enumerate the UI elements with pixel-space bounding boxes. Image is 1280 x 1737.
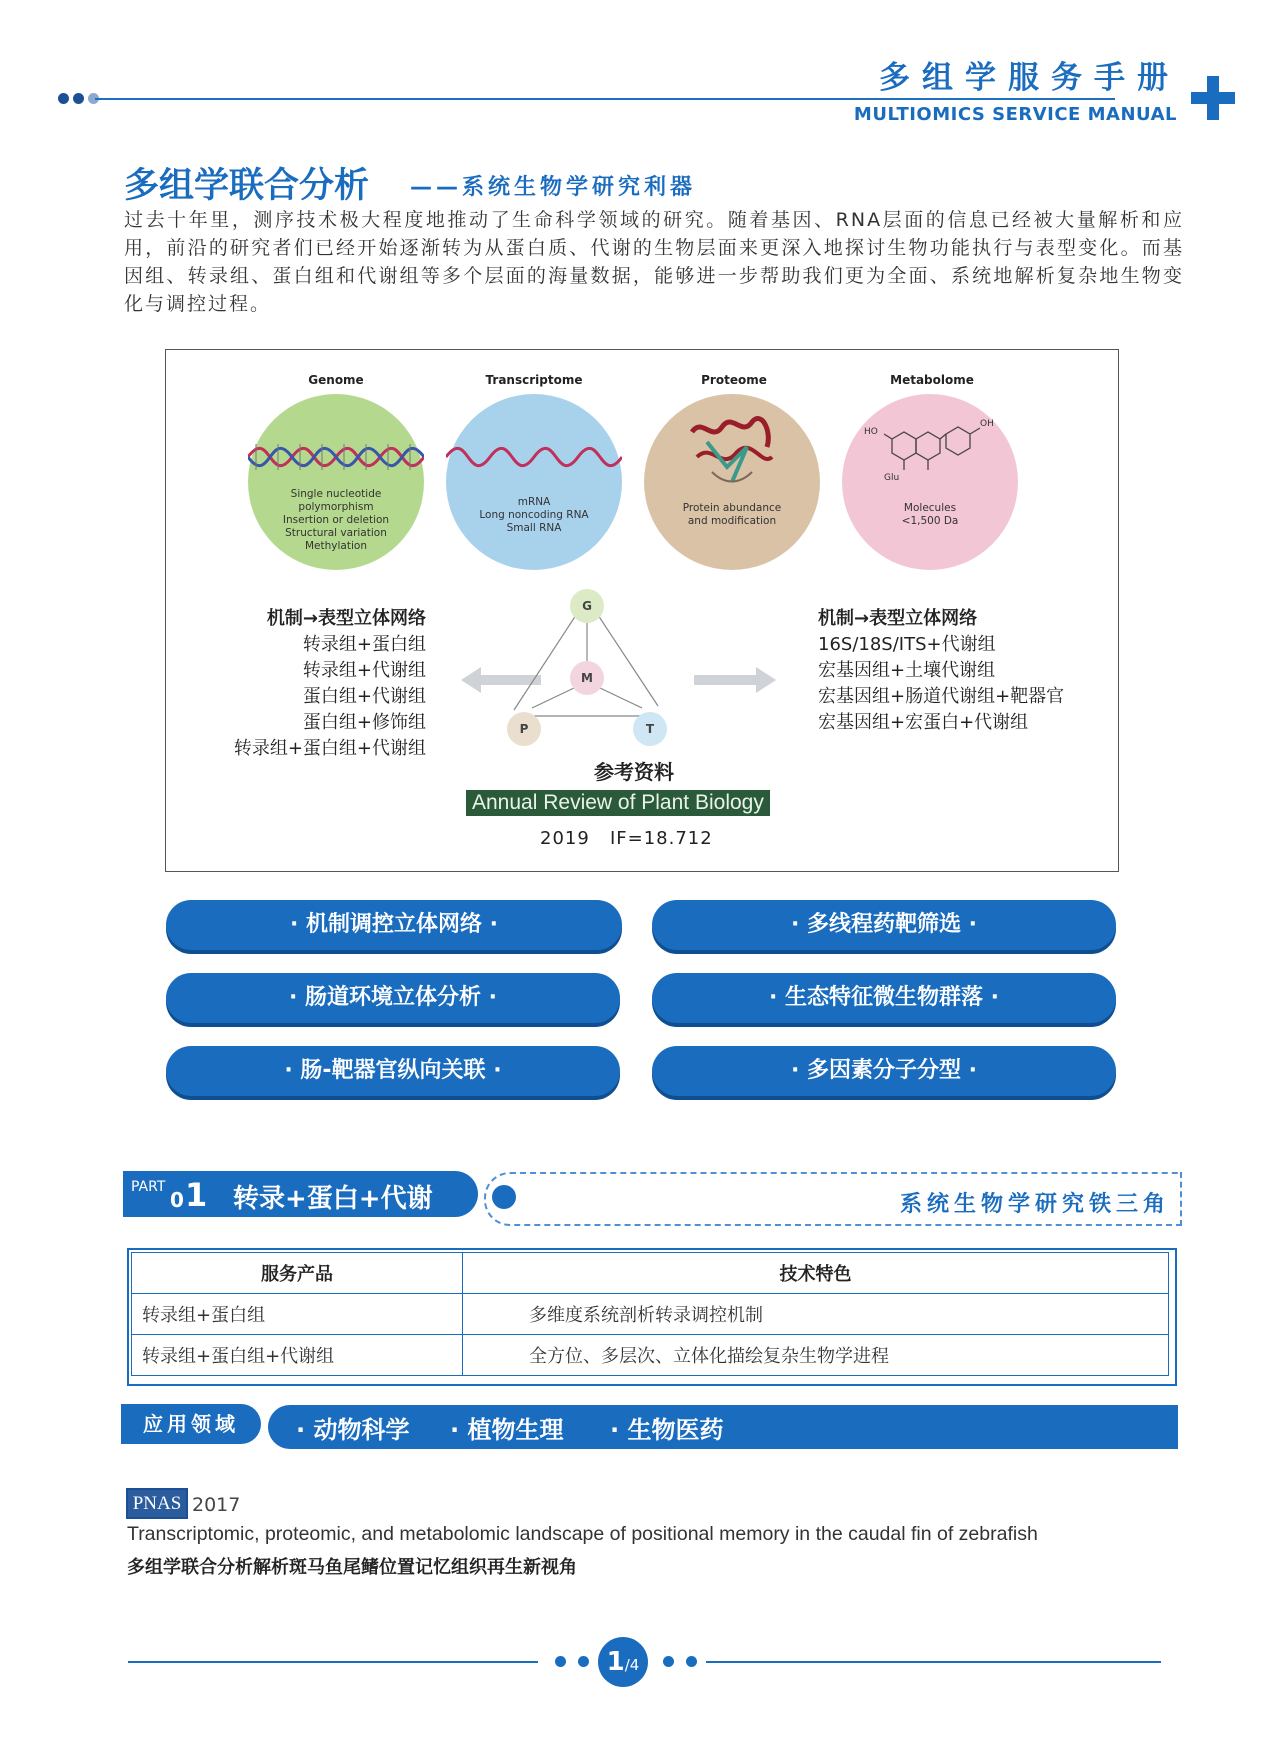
page-number-badge	[598, 1637, 648, 1687]
proteome-circle	[644, 394, 820, 570]
part-subtitle: 系统生物学研究铁三角	[899, 1192, 1170, 1217]
detail-line: Structural variation	[285, 527, 387, 539]
cell-feature: 多维度系统剖析转录调控机制	[463, 1294, 1169, 1335]
left-list-heading: 机制→表型立体网络	[266, 608, 426, 629]
protein-structure-icon	[682, 412, 782, 492]
right-list-item: 宏基因组+肠道代谢组+靶器官	[818, 686, 1065, 707]
footer-dot-icon	[555, 1656, 566, 1667]
transcriptome-label: Transcriptome	[485, 373, 583, 387]
metabolome-circle	[842, 394, 1018, 570]
section-subtitle: ——系统生物学研究利器	[410, 175, 697, 200]
detail-line: mRNA	[517, 496, 551, 508]
part-zero: 0	[170, 1188, 184, 1212]
reference-title: 参考资料	[594, 760, 674, 784]
right-list-item: 宏基因组+宏蛋白+代谢组	[818, 712, 1029, 733]
left-list-item: 蛋白组+代谢组	[302, 686, 426, 707]
page-number: 1	[606, 1647, 625, 1677]
left-list-item: 转录组+蛋白组	[302, 634, 426, 655]
left-list-item: 蛋白组+修饰组	[302, 712, 426, 733]
footer-rule-right	[706, 1661, 1161, 1663]
part-label: PART	[131, 1179, 166, 1195]
right-list-heading: 机制→表型立体网络	[818, 608, 978, 629]
detail-line: polymorphism	[298, 501, 374, 513]
right-mechanism-list	[818, 606, 1064, 736]
flavonoid-molecule-icon	[862, 414, 1002, 494]
detail-line: and modification	[687, 515, 777, 527]
reference-year-if: 2019 IF=18.712	[540, 828, 713, 849]
application-item: · 动物科学	[296, 1416, 410, 1444]
footer-dot-icon	[686, 1656, 697, 1667]
left-list-inner	[226, 606, 426, 762]
table-header-row	[132, 1253, 1169, 1294]
reference-title-cn: 多组学联合分析解析斑马鱼尾鳍位置记忆组织再生新视角	[127, 1557, 577, 1578]
cell-product: 转录组+蛋白组+代谢组	[132, 1335, 463, 1376]
header-rule	[95, 98, 1115, 100]
feature-pill: · 多线程药靶筛选 ·	[652, 900, 1116, 950]
reference-journal: Annual Review of Plant Biology	[466, 790, 770, 816]
feature-pill: · 机制调控立体网络 ·	[166, 900, 622, 950]
service-table	[131, 1252, 1169, 1376]
genome-label: Genome	[308, 373, 364, 387]
detail-line: Long noncoding RNA	[479, 509, 589, 521]
detail-line: Small RNA	[506, 522, 562, 534]
genome-details	[261, 488, 411, 553]
cell-feature: 全方位、多层次、立体化描绘复杂生物学进程	[463, 1335, 1169, 1376]
metabolome-details	[855, 502, 1005, 528]
col-header-product: 服务产品	[132, 1253, 463, 1294]
application-tag: 应用领域	[121, 1404, 261, 1444]
reference-title-en: Transcriptomic, proteomic, and metabolomic landscape of positional memory in the caudal fin of zebrafish	[127, 1523, 1038, 1545]
part-number: 1	[185, 1176, 208, 1214]
detail-line: Protein abundance	[682, 502, 782, 514]
bullet-dot-icon	[492, 1185, 516, 1209]
section-title: 多组学联合分析	[124, 166, 370, 206]
page-total: /4	[624, 1656, 640, 1674]
reference-year: 2017	[192, 1494, 241, 1516]
oh-label: OH	[980, 419, 994, 429]
left-list-item: 转录组+蛋白组+代谢组	[233, 738, 426, 759]
genome-node: G	[570, 589, 604, 623]
footer-dot-icon	[663, 1656, 674, 1667]
footer-dot-icon	[578, 1656, 589, 1667]
col-header-feature: 技术特色	[463, 1253, 1169, 1294]
application-item: · 生物医药	[610, 1416, 724, 1444]
manual-title: 多组学服务手册	[879, 60, 1180, 96]
plus-icon-bar	[1191, 92, 1235, 104]
proteome-details	[657, 502, 807, 528]
ho-label: HO	[864, 427, 878, 437]
rna-icon	[446, 432, 622, 482]
footer-rule-left	[128, 1661, 538, 1663]
multiomics-figure	[165, 349, 1119, 872]
feature-pill: · 肠道环境立体分析 ·	[166, 973, 620, 1023]
application-item: · 植物生理	[450, 1416, 564, 1444]
intro-paragraph: 过去十年里，测序技术极大程度地推动了生命科学领域的研究。随着基因、RNA层面的信息已经被大量解析和应用，前沿的研究者们已经开始逐渐转为从蛋白质、代谢的生物层面来更深入地探讨生物功能执行与表型变化。而基因组、转录组、蛋白组和代谢组等多个层面的海量数据，能够进一步帮助我们更为全面、系统地解析复杂地生物变化与调控过程。	[124, 209, 1184, 315]
detail-line: <1,500 Da	[901, 515, 959, 527]
detail-line: Insertion or deletion	[282, 514, 390, 526]
feature-pill: · 多因素分子分型 ·	[652, 1046, 1116, 1096]
genome-circle	[248, 394, 424, 570]
left-list-item: 转录组+代谢组	[302, 660, 426, 681]
metabolome-label: Metabolome	[890, 373, 974, 387]
right-list-item: 宏基因组+土壤代谢组	[818, 660, 996, 681]
cell-product: 转录组+蛋白组	[132, 1294, 463, 1335]
left-mechanism-list	[226, 606, 426, 762]
table-row	[132, 1335, 1169, 1376]
proteome-node: P	[507, 712, 541, 746]
metabolome-node: M	[570, 661, 604, 695]
detail-line: Single nucleotide	[290, 488, 382, 500]
feature-pill: · 肠-靶器官纵向关联 ·	[166, 1046, 620, 1096]
right-list-item: 16S/18S/ITS+代谢组	[818, 634, 996, 655]
right-arrow-icon	[694, 665, 776, 695]
detail-line: Methylation	[305, 540, 367, 552]
detail-line: Molecules	[903, 502, 957, 514]
transcriptome-details	[459, 496, 609, 535]
table-row	[132, 1294, 1169, 1335]
manual-subtitle: MULTIOMICS SERVICE MANUAL	[853, 104, 1177, 125]
header-dots	[58, 93, 99, 104]
pnas-logo: PNAS	[126, 1488, 188, 1519]
transcriptome-node: T	[633, 712, 667, 746]
feature-pill: · 生态特征微生物群落 ·	[652, 973, 1116, 1023]
dna-icon	[248, 432, 424, 482]
proteome-label: Proteome	[701, 373, 767, 387]
glu-label: Glu	[884, 473, 900, 483]
part-title: 转录+蛋白+代谢	[233, 1184, 433, 1214]
transcriptome-circle	[446, 394, 622, 570]
